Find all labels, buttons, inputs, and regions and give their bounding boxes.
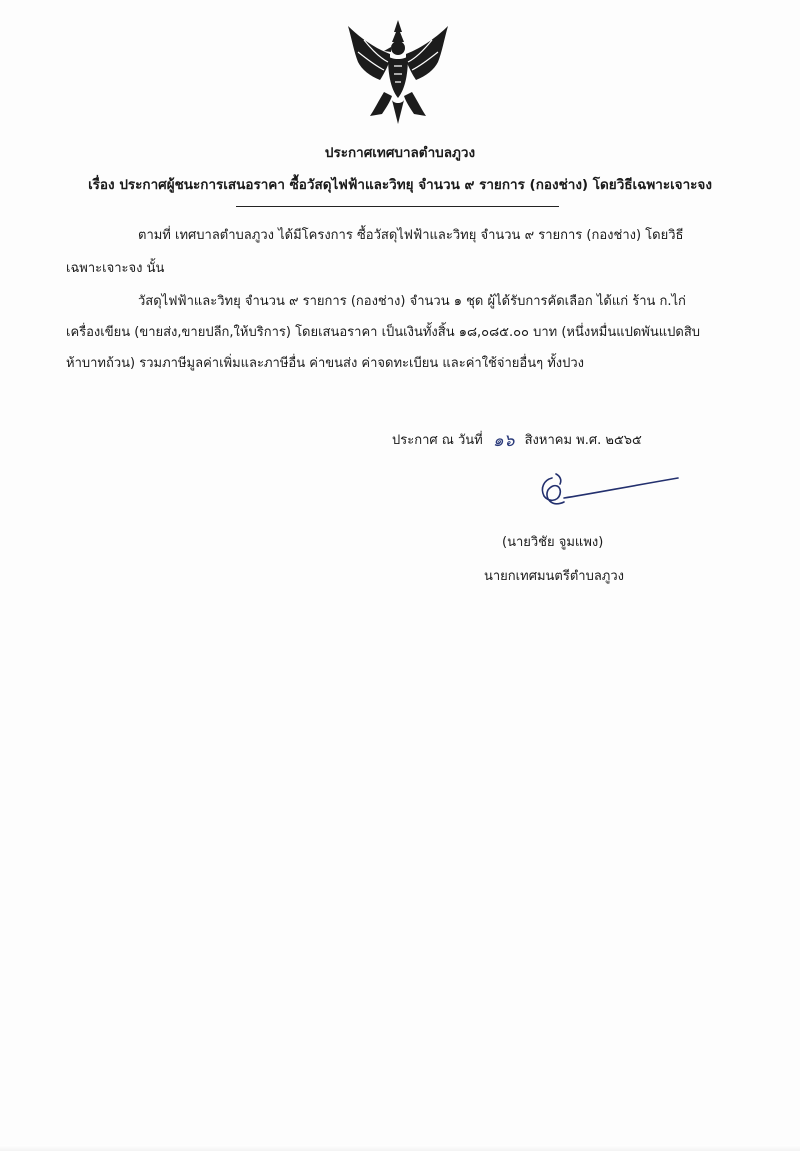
paragraph-2-line-2: เครื่องเขียน (ขายส่ง,ขายปลีก,ให้บริการ) โดยเสนอราคา เป็นเงินทั้งสิ้น ๑๘,๐๘๕.๐๐ บาท (หนึ่งหมื่นแปดพันแปดสิบ [66, 325, 701, 340]
paragraph-1-line-2: เฉพาะเจาะจง นั้น [66, 261, 165, 276]
paragraph-2-line-3: ห้าบาทถ้วน) รวมภาษีมูลค่าเพิ่มและภาษีอื่น ค่าขนส่ง ค่าจดทะเบียน และค่าใช้จ่ายอื่นๆ ทั้งปวง [66, 356, 585, 371]
announcement-prefix: ประกาศ ณ วันที่ [392, 433, 483, 448]
garuda-emblem [344, 18, 452, 126]
page-title: ประกาศเทศบาลตำบลภูวง [324, 145, 476, 161]
signer-position: นายกเทศมนตรีตำบลภูวง [484, 569, 624, 584]
signer-name: (นายวิชัย จูมแพง) [502, 535, 604, 550]
handwritten-day: ๑๖ [492, 431, 515, 451]
announcement-date [392, 431, 642, 451]
subject-line: เรื่อง ประกาศผู้ชนะการเสนอราคา ซื้อวัสดุไฟฟ้าและวิทยุ จำนวน ๙ รายการ (กองช่าง) โดยวิธีเฉพาะเจาะจง [88, 177, 712, 193]
signature-mark [530, 468, 680, 514]
divider [236, 206, 559, 207]
announcement-suffix: สิงหาคม พ.ศ. ๒๕๖๕ [524, 433, 642, 448]
paragraph-2-line-1: วัสดุไฟฟ้าและวิทยุ จำนวน ๙ รายการ (กองช่าง) จำนวน ๑ ชุด ผู้ได้รับการคัดเลือก ได้แก่ ร้าน ก.ไก่ [138, 294, 686, 309]
paragraph-1-line-1: ตามที่ เทศบาลตำบลภูวง ได้มีโครงการ ซื้อวัสดุไฟฟ้าและวิทยุ จำนวน ๙ รายการ (กองช่าง) โดยวิธี [138, 228, 684, 243]
page-edge [0, 1145, 800, 1151]
